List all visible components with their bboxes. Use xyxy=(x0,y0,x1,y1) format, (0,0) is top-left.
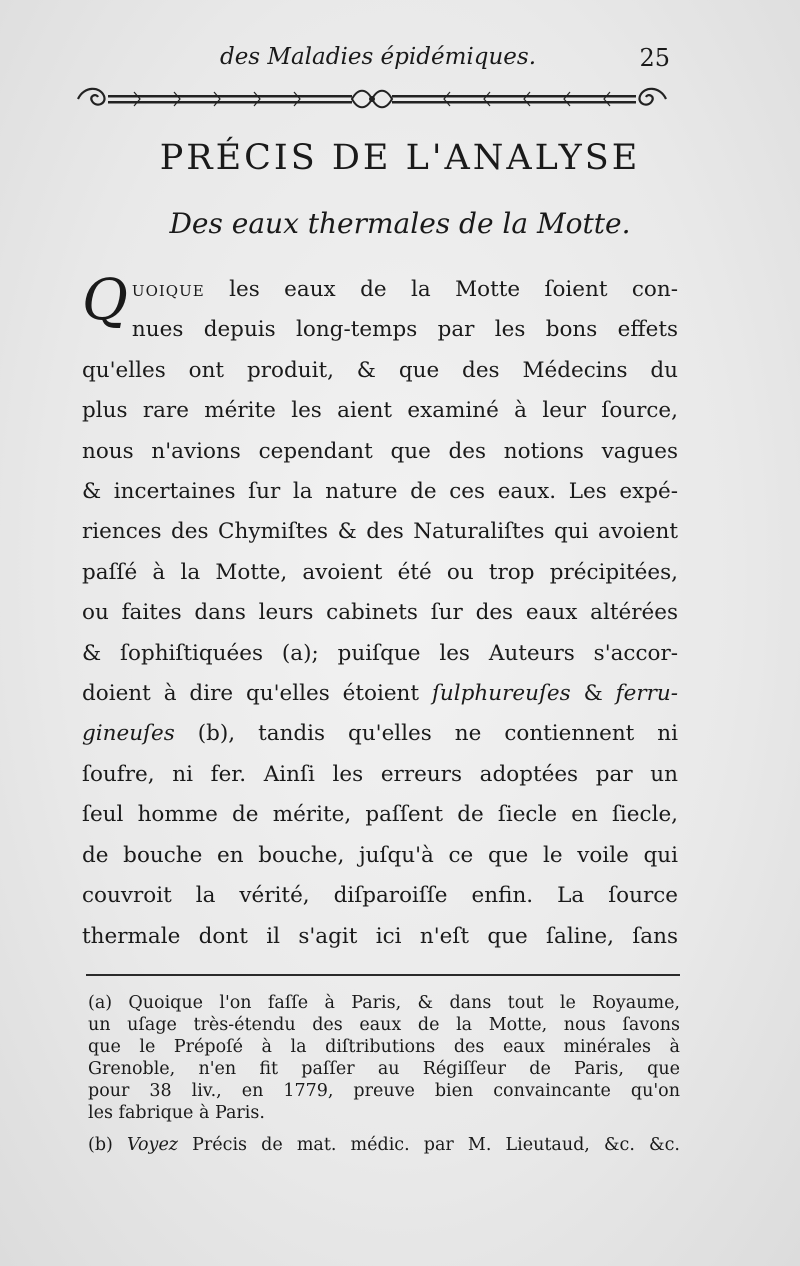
italic-term-ferru: ferru- xyxy=(615,681,678,707)
body-line-11-text: doient à dire qu'elles étoient xyxy=(82,681,420,707)
running-head: des Maladies épidémiques. xyxy=(219,44,537,70)
footnote-b xyxy=(88,1134,680,1156)
body-line: ou faites dans leurs cabinets ſur des eaux altérées xyxy=(82,600,678,626)
section-subtitle: Des eaux thermales de la Motte. xyxy=(169,207,631,240)
body-line: paſſé à la Motte, avoient été ou trop précipitées, xyxy=(82,559,678,585)
footnote-a-line: pour 38 liv., en 1779, preuve bien convaincante qu'on xyxy=(88,1081,680,1101)
section-title: PRÉCIS DE L'ANALYSE xyxy=(159,138,641,178)
body-line: plus rare mérite les aient examiné à leur ſource, xyxy=(82,398,678,424)
body-line-11 xyxy=(82,674,678,714)
footnote-rule xyxy=(86,974,680,976)
footnote-a-line: Grenoble, n'en fit paſſer au Régiſſeur de Paris, que xyxy=(88,1059,680,1079)
body-text xyxy=(82,270,678,957)
body-line-12-text: (b), tandis qu'elles ne contiennent ni xyxy=(197,721,678,747)
body-line: thermale dont il s'agit ici n'eſt que ſaline, ſans xyxy=(82,923,678,949)
body-line: & incertaines ſur la nature de ces eaux. Les expé- xyxy=(82,479,678,505)
footnote-b-marker: (b) xyxy=(88,1135,113,1155)
ampersand: & xyxy=(583,681,603,707)
italic-term-gineuses: gineuſes xyxy=(82,721,175,747)
body-line-1-rest: les eaux de la Motte ſoient con- xyxy=(229,277,678,302)
footnote-b-voyez: Voyez xyxy=(126,1135,179,1155)
footnote-a-line: (a) Quoique l'on faſſe à Paris, & dans tout le Royaume, xyxy=(88,993,680,1013)
body-line: de bouche en bouche, juſqu'à ce que le voile qui xyxy=(82,842,678,868)
body-line-12 xyxy=(82,714,678,754)
drop-capital: Q xyxy=(82,268,128,333)
footnote-a-line: que le Prépoſé à la diſtributions des eaux minérales à xyxy=(88,1037,680,1057)
first-word: uoique xyxy=(131,277,205,302)
body-line: & ſophiſtiquées (a); puiſque les Auteurs s'accor- xyxy=(82,640,678,666)
page-number: 25 xyxy=(639,44,670,72)
decorative-headband xyxy=(74,84,670,114)
footnote-a-line: les fabrique à Paris. xyxy=(88,1103,265,1123)
body-line: ſeul homme de mérite, paſſent de ſiecle en ſiecle, xyxy=(82,802,678,828)
footnote-gap xyxy=(88,1124,680,1134)
page-header xyxy=(78,44,678,80)
footnotes xyxy=(88,992,680,1156)
italic-term-sulphureuses: ſulphureuſes xyxy=(431,681,571,707)
body-line: nous n'avions cependant que des notions vagues xyxy=(82,438,678,464)
body-line: riences des Chymiſtes & des Naturaliſtes qui avoient xyxy=(82,519,678,545)
footnote-b-text: Précis de mat. médic. par M. Lieutaud, &c. &c. xyxy=(192,1135,680,1155)
body-line-1 xyxy=(132,270,678,310)
body-line: couvroit la vérité, diſparoiſſe enfin. La ſource xyxy=(82,883,678,909)
body-line: qu'elles ont produit, & que des Médecins du xyxy=(82,357,678,383)
body-line: nues depuis long-temps par les bons effets xyxy=(131,317,678,343)
footnote-a-line: un uſage très-étendu des eaux de la Motte, nous ſavons xyxy=(88,1015,680,1035)
body-line: ſoufre, ni fer. Ainſi les erreurs adoptées par un xyxy=(82,761,678,787)
